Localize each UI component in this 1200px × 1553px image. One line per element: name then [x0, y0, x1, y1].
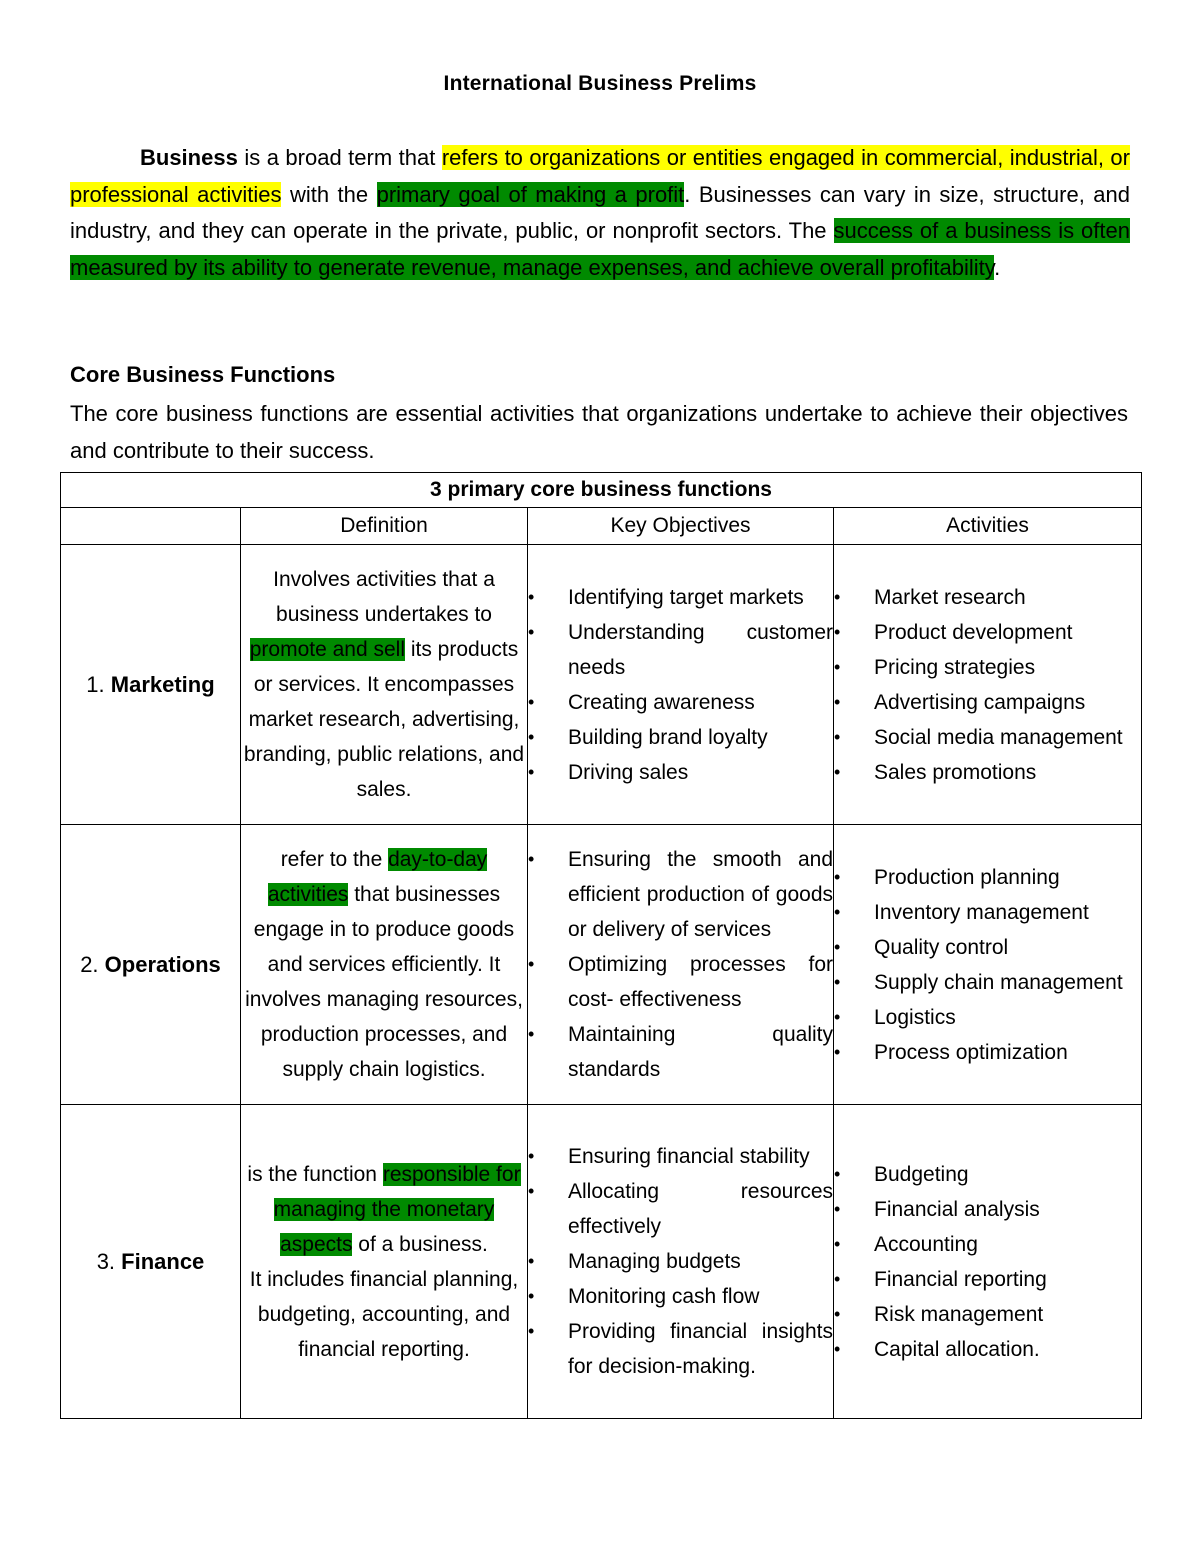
objectives-cell: [528, 545, 834, 825]
table-caption: 3 primary core business functions: [61, 473, 1142, 508]
list-item: • Allocating resources effectively: [528, 1174, 833, 1244]
intro-lead-term: Business: [140, 145, 238, 170]
definition-cell: refer to the day-to-day activities that businesses engage in to produce goods and services efficiently. It involves managing resources, production processes, and supply chain logistics.: [241, 825, 528, 1105]
list-item: • Pricing strategies: [834, 650, 1141, 685]
list-item: • Optimizing processes for cost- effectiveness: [528, 947, 833, 1017]
definition-cell: is the function responsible for managing the monetary aspects of a business. It includes financial planning, budgeting, accounting, and financial reporting.: [241, 1105, 528, 1419]
list-item: • Market research: [834, 580, 1141, 615]
header-activities: Activities: [834, 508, 1142, 545]
section-description: The core business functions are essential activities that organizations undertake to achieve their objectives and contribute to their success.: [70, 401, 1128, 463]
objectives-cell: [528, 825, 834, 1105]
list-item: • Process optimization: [834, 1035, 1141, 1070]
highlight-green: day-to-day activities: [267, 848, 488, 906]
highlight-green: success of a business is often measured by its ability to generate revenue, manage expenses, and achieve overall profitability: [70, 218, 1130, 280]
table-row: [61, 545, 1142, 825]
list-item: • Financial reporting: [834, 1262, 1141, 1297]
highlight-green: responsible for managing the monetary aspects: [273, 1162, 521, 1256]
list-item: • Advertising campaigns: [834, 685, 1141, 720]
core-functions-table: [60, 472, 1142, 1419]
list-item: • Managing budgets: [528, 1244, 833, 1279]
table-row: [61, 1105, 1142, 1419]
list-item: • Identifying target markets: [528, 580, 833, 615]
list-item: • Financial analysis: [834, 1192, 1141, 1227]
list-item: • Providing financial insights for decision-making.: [528, 1314, 833, 1384]
list-item: • Understanding customer needs: [528, 615, 833, 685]
function-name-cell: 2. Operations: [61, 825, 241, 1105]
list-item: • Building brand loyalty: [528, 720, 833, 755]
header-key-objectives: Key Objectives: [528, 508, 834, 545]
list-item: • Sales promotions: [834, 755, 1141, 790]
list-item: • Capital allocation.: [834, 1332, 1141, 1367]
highlight-yellow: refers to organizations or entities engaged in commercial, industrial, or professional activities: [70, 145, 1130, 207]
list-item: • Maintaining quality standards: [528, 1017, 833, 1087]
table-row: [61, 825, 1142, 1105]
document-title: International Business Prelims: [443, 72, 757, 95]
activities-cell: [834, 1105, 1142, 1419]
highlight-green: promote and sell: [249, 638, 406, 661]
objectives-cell: [528, 1105, 834, 1419]
list-item: • Risk management: [834, 1297, 1141, 1332]
section-title: Core Business Functions: [70, 362, 336, 387]
list-item: • Creating awareness: [528, 685, 833, 720]
table-header-row: [61, 508, 1142, 545]
header-definition: Definition: [241, 508, 528, 545]
list-item: • Quality control: [834, 930, 1141, 965]
list-item: • Accounting: [834, 1227, 1141, 1262]
intro-paragraph: Business is a broad term that refers to organizations or entities engaged in commercial, industrial, or professional activities with the primary goal of making a profit. Businesses can vary in size, structure, and industry, and they can operate in the private, public, or nonprofit sectors. The success of a business is often measured by its ability to generate revenue, manage expenses, and achieve overall profitability.: [70, 145, 1130, 280]
list-item: • Logistics: [834, 1000, 1141, 1035]
list-item: • Inventory management: [834, 895, 1141, 930]
activities-cell: [834, 825, 1142, 1105]
highlight-green: primary goal of making a profit: [376, 181, 685, 207]
activities-cell: [834, 545, 1142, 825]
function-name-cell: 1. Marketing: [61, 545, 241, 825]
list-item: • Production planning: [834, 860, 1141, 895]
list-item: • Ensuring financial stability: [528, 1139, 833, 1174]
list-item: • Supply chain management: [834, 965, 1141, 1000]
list-item: • Ensuring the smooth and efficient production of goods or delivery of services: [528, 842, 833, 947]
function-name-cell: 3. Finance: [61, 1105, 241, 1419]
list-item: • Budgeting: [834, 1157, 1141, 1192]
list-item: • Driving sales: [528, 755, 833, 790]
list-item: • Product development: [834, 615, 1141, 650]
list-item: • Monitoring cash flow: [528, 1279, 833, 1314]
definition-cell: Involves activities that a business undertakes to promote and sell its products or services. It encompasses market research, advertising, branding, public relations, and sales.: [241, 545, 528, 825]
header-empty: [61, 508, 241, 545]
list-item: • Social media management: [834, 720, 1141, 755]
